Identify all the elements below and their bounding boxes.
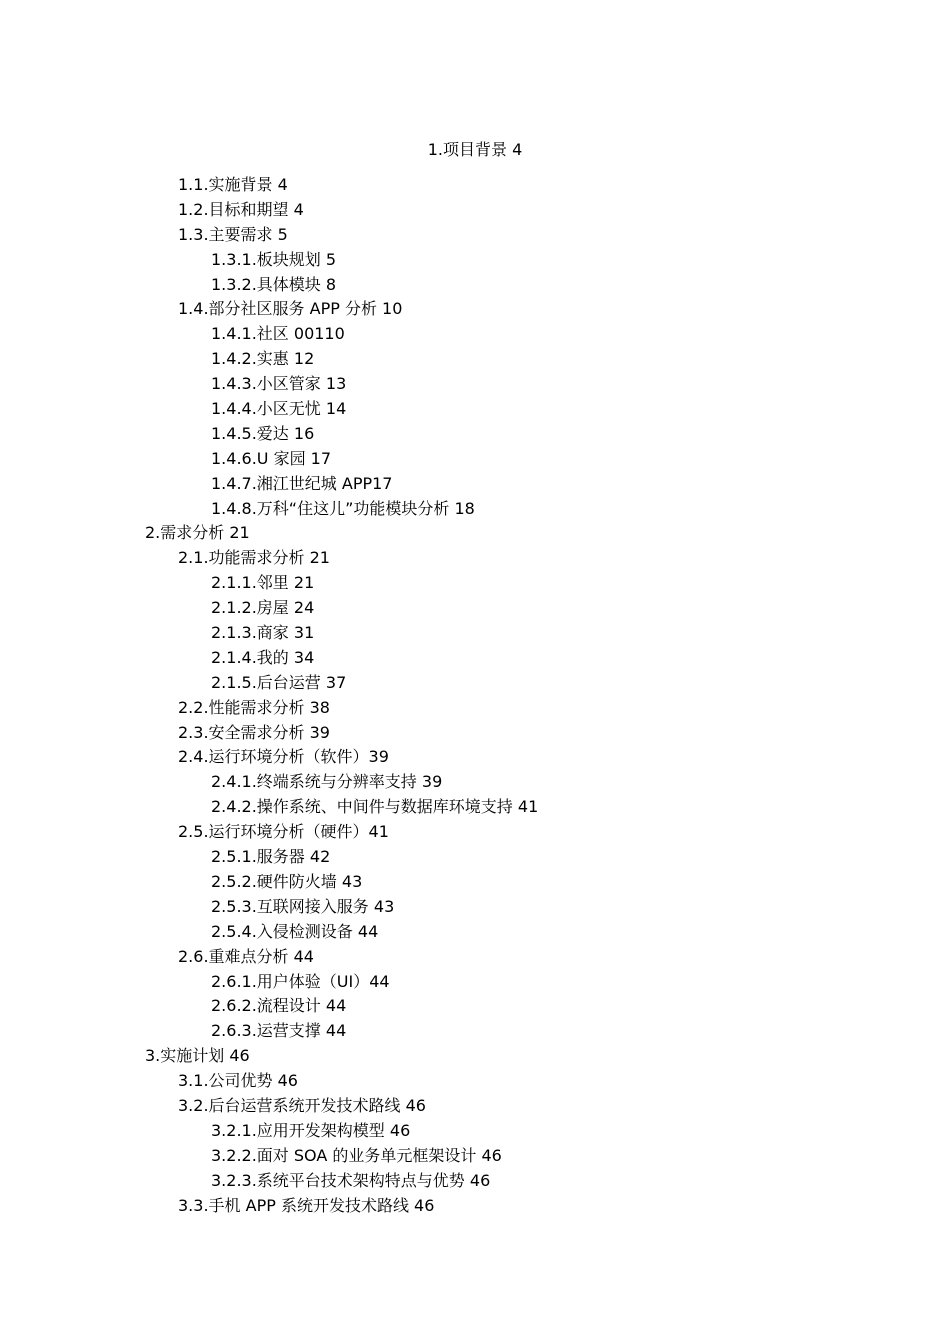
toc-entry-level-3[interactable]: 1.4.8.万科“住这儿”功能模块分析 18 (211, 498, 475, 518)
toc-entry-level-3[interactable]: 1.4.1.社区 00110 (211, 324, 345, 344)
toc-entry-level-3[interactable]: 1.4.3.小区管家 13 (211, 374, 347, 394)
toc-entry-level-3[interactable]: 2.1.3.商家 31 (211, 623, 315, 643)
toc-entry-level-3[interactable]: 2.6.3.运营支撑 44 (211, 1021, 347, 1041)
toc-entry-level-2[interactable]: 2.2.性能需求分析 38 (178, 697, 330, 717)
toc-entry-level-3[interactable]: 2.4.2.操作系统、中间件与数据库环境支持 41 (211, 797, 539, 817)
toc-entry-level-3[interactable]: 2.1.4.我的 34 (211, 647, 315, 667)
toc-entry-level-3[interactable]: 2.6.2.流程设计 44 (211, 996, 347, 1016)
toc-entry-level-2[interactable]: 1.4.部分社区服务 APP 分析 10 (178, 299, 403, 319)
toc-entry-level-2[interactable]: 2.1.功能需求分析 21 (178, 548, 330, 568)
toc-entry-level-2[interactable]: 1.3.主要需求 5 (178, 224, 288, 244)
toc-entry-level-3[interactable]: 1.4.7.湘江世纪城 APP17 (211, 473, 393, 493)
toc-entry-level-3[interactable]: 2.1.2.房屋 24 (211, 598, 315, 618)
toc-entry-list (0, 173, 950, 1218)
toc-entry-level-1[interactable]: 3.实施计划 46 (145, 1046, 250, 1066)
toc-entry-level-2[interactable]: 2.4.运行环境分析（软件）39 (178, 747, 389, 767)
toc-entry-level-3[interactable]: 2.1.5.后台运营 37 (211, 672, 347, 692)
toc-entry-level-3[interactable]: 2.5.3.互联网接入服务 43 (211, 896, 395, 916)
toc-entry-level-2[interactable]: 2.6.重难点分析 44 (178, 946, 314, 966)
toc-entry-level-3[interactable]: 1.3.2.具体模块 8 (211, 274, 337, 294)
toc-entry-level-3[interactable]: 2.6.1.用户体验（UI）44 (211, 971, 390, 991)
toc-entry-level-2[interactable]: 3.3.手机 APP 系统开发技术路线 46 (178, 1195, 435, 1215)
table-of-contents (0, 137, 950, 1218)
toc-title-entry[interactable]: 1.项目背景 4 (427, 140, 523, 159)
toc-entry-level-1[interactable]: 2.需求分析 21 (145, 523, 250, 543)
toc-entry-level-3[interactable]: 1.4.4.小区无忧 14 (211, 399, 347, 419)
toc-entry-level-3[interactable]: 1.3.1.板块规划 5 (211, 249, 337, 269)
toc-entry-level-3[interactable]: 2.1.1.邻里 21 (211, 573, 315, 593)
toc-entry-level-3[interactable]: 3.2.1.应用开发架构模型 46 (211, 1120, 411, 1140)
toc-entry-level-2[interactable]: 1.1.实施背景 4 (178, 175, 288, 194)
toc-entry-level-3[interactable]: 1.4.6.U 家园 17 (211, 448, 332, 468)
toc-entry-level-2[interactable]: 2.3.安全需求分析 39 (178, 722, 330, 742)
toc-entry-level-3[interactable]: 3.2.3.系统平台技术架构特点与优势 46 (211, 1170, 491, 1190)
toc-entry-level-2[interactable]: 2.5.运行环境分析（硬件）41 (178, 822, 389, 842)
toc-entry-level-2[interactable]: 1.2.目标和期望 4 (178, 199, 304, 219)
toc-entry-level-3[interactable]: 2.5.2.硬件防火墙 43 (211, 871, 363, 891)
toc-entry-level-2[interactable]: 3.1.公司优势 46 (178, 1071, 298, 1091)
toc-entry-level-3[interactable]: 1.4.5.爱达 16 (211, 423, 315, 443)
toc-entry-level-3[interactable]: 3.2.2.面对 SOA 的业务单元框架设计 46 (211, 1145, 502, 1165)
toc-entry-level-3[interactable]: 1.4.2.实惠 12 (211, 349, 315, 369)
toc-entry-level-3[interactable]: 2.5.1.服务器 42 (211, 847, 331, 867)
toc-entry-level-3[interactable]: 2.5.4.入侵检测设备 44 (211, 921, 379, 941)
toc-entry-level-2[interactable]: 3.2.后台运营系统开发技术路线 46 (178, 1095, 426, 1115)
toc-entry-level-3[interactable]: 2.4.1.终端系统与分辨率支持 39 (211, 772, 443, 792)
